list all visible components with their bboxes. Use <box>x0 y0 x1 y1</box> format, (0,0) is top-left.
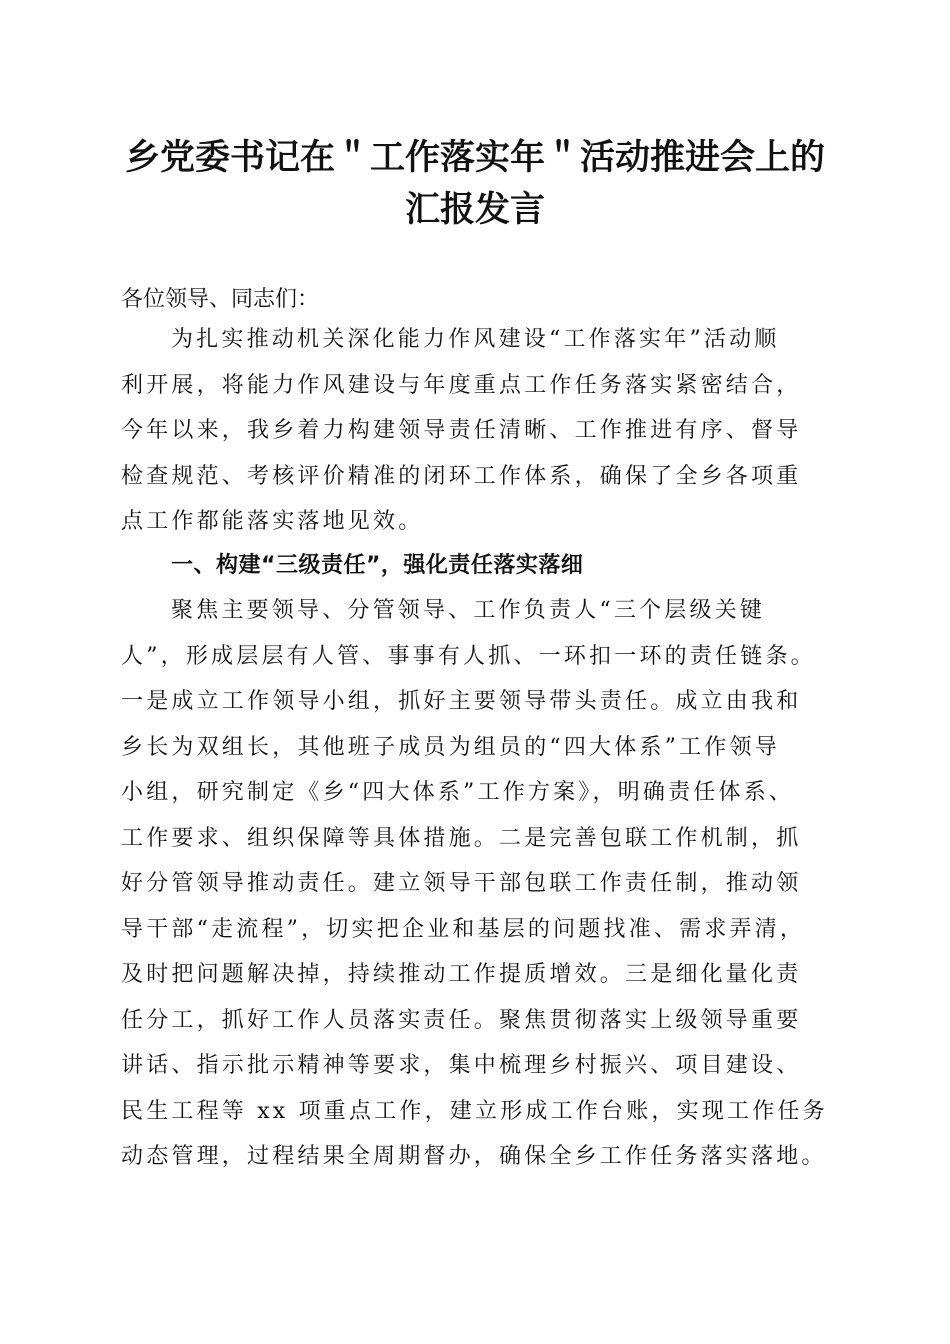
paragraph-line: 小组，研究制定《乡“四大体系”工作方案》，明确责任体系、 <box>121 780 795 805</box>
title-line-1: 乡党委书记在＂工作落实年＂活动推进会上的 <box>124 137 825 178</box>
paragraph-line: 乡长为双组长，其他班子成员为组员的“四大体系”工作领导 <box>121 734 780 760</box>
section-heading: 一、构建“三级责任”，强化责任落实落细 <box>171 553 584 578</box>
paragraph-line: 为扎实推动机关深化能力作风建设“工作落实年”活动顺 <box>171 327 780 352</box>
paragraph-line: 人”，形成层层有人管、事事有人抓、一环扣一环的责任链条。 <box>121 643 816 669</box>
paragraph-line: 好分管领导推动责任。建立领导干部包联工作责任制，推动领 <box>121 871 802 896</box>
paragraph-line: 聚焦主要领导、分管领导、工作负责人“三个层级关键 <box>171 598 766 623</box>
salutation: 各位领导、同志们： <box>121 287 320 312</box>
paragraph-line: 检查规范、考核评价精准的闭环工作体系，确保了全乡各项重 <box>121 463 802 489</box>
paragraph-line: 动态管理，过程结果全周期督办，确保全乡工作任务落实落地。 <box>121 1144 827 1169</box>
document-title <box>100 132 850 236</box>
paragraph-line: 一是成立工作领导小组，抓好主要领导带头责任。成立由我和 <box>121 689 802 714</box>
paragraph-line: 民生工程等 xx 项重点工作，建立形成工作台账，实现工作任务 <box>121 1098 828 1124</box>
paragraph-line: 讲话、指示批示精神等要求，集中梳理乡村振兴、项目建设、 <box>121 1053 802 1078</box>
paragraph-line: 任分工，抓好工作人员落实责任。聚焦贯彻落实上级领导重要 <box>121 1007 802 1033</box>
paragraph-line: 导干部“走流程”，切实把企业和基层的问题找准、需求弄清， <box>121 916 806 942</box>
paragraph-line: 及时把问题解决掉，持续推动工作提质增效。三是细化量化责 <box>121 962 802 987</box>
paragraph-line: 利开展，将能力作风建设与年度重点工作任务落实紧密结合， <box>121 372 802 398</box>
intro-paragraph <box>121 317 841 545</box>
paragraph-line: 工作要求、组织保障等具体措施。二是完善包联工作机制，抓 <box>121 825 802 851</box>
paragraph-line: 今年以来，我乡着力构建领导责任清晰、工作推进有序、督导 <box>121 418 802 443</box>
section-paragraph <box>121 588 841 1180</box>
title-line-2: 汇报发言 <box>404 189 545 230</box>
paragraph-line: 点工作都能落实落地见效。 <box>121 509 424 534</box>
